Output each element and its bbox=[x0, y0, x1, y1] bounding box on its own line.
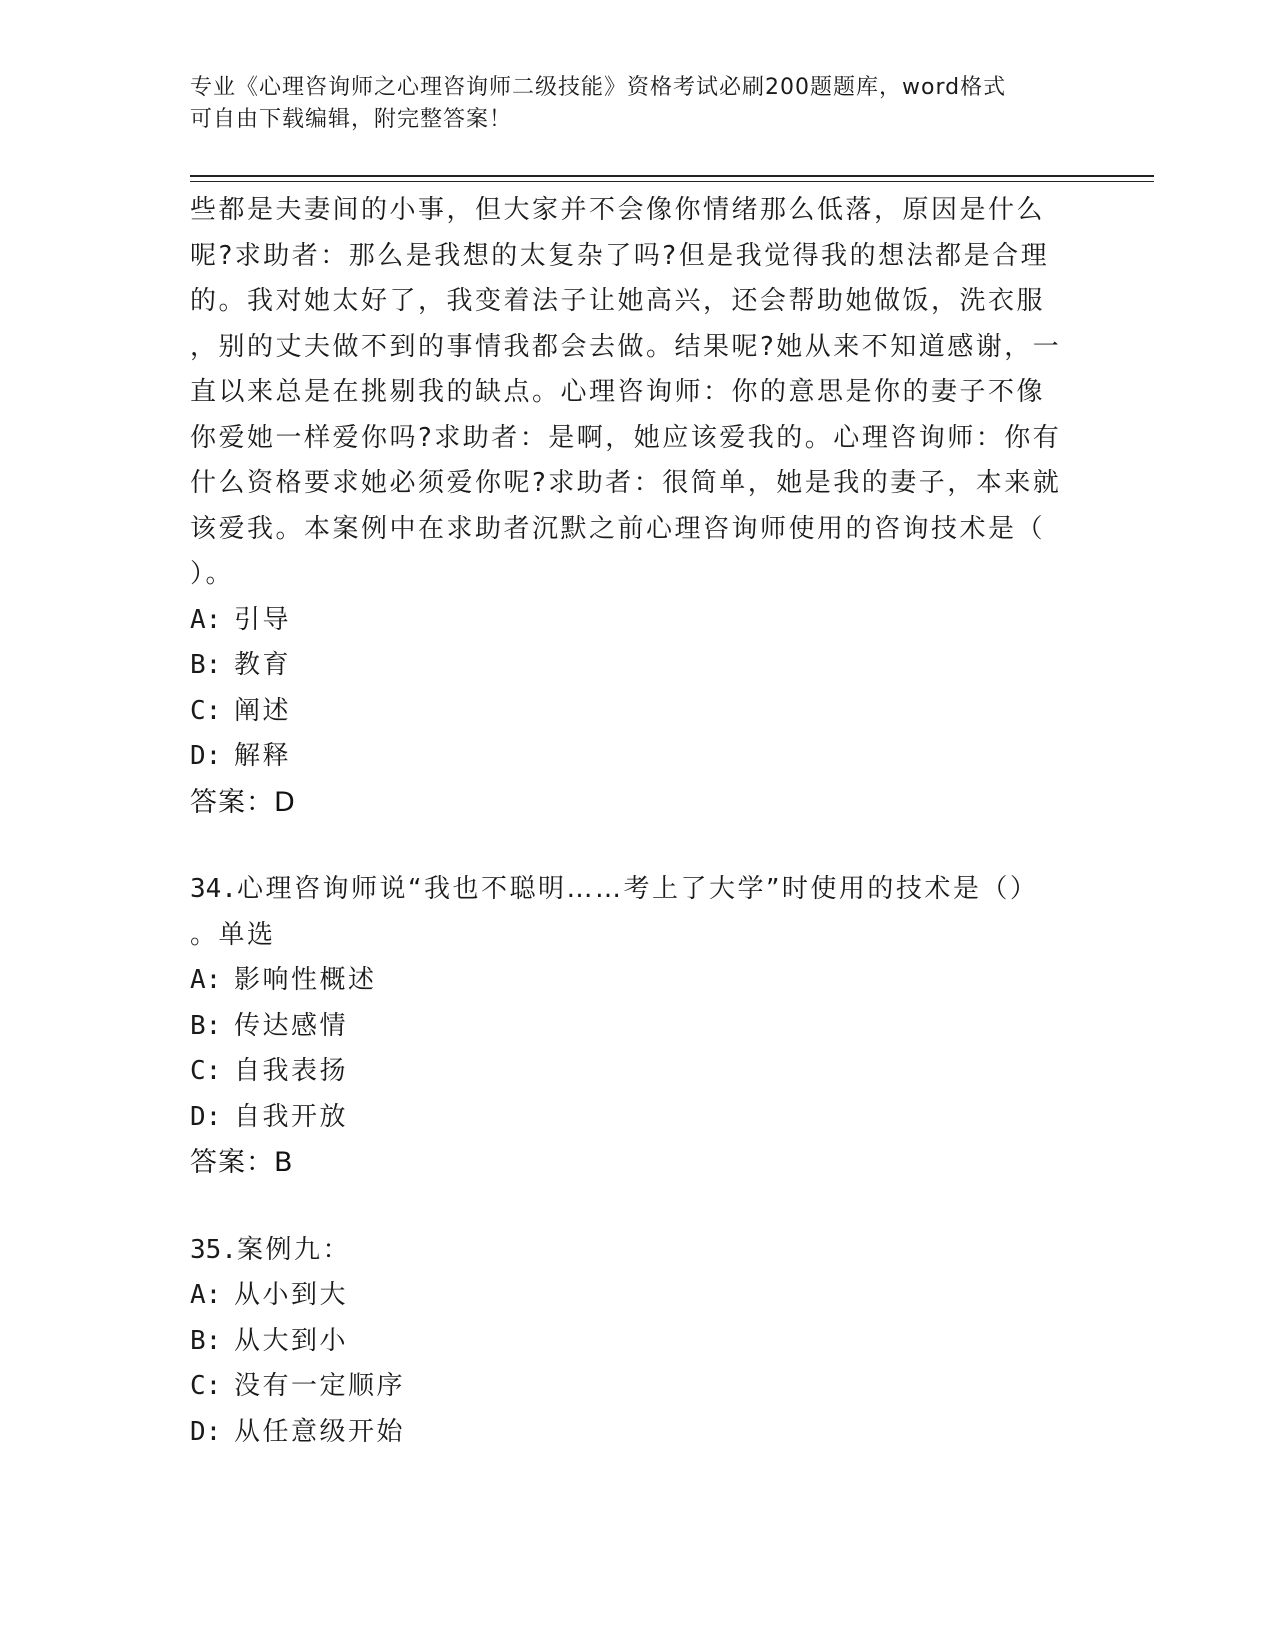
option-text: 自我开放 bbox=[234, 1101, 349, 1132]
option-c bbox=[190, 1049, 1090, 1095]
question-34-stem bbox=[190, 867, 1090, 913]
document-body bbox=[190, 188, 1090, 1455]
stem-line: 些都是夫妻间的小事，但大家并不会像你情绪那么低落，原因是什么 bbox=[190, 195, 1046, 225]
option-letter: B: bbox=[190, 1010, 222, 1041]
option-d bbox=[190, 1410, 1090, 1456]
option-text: 传达感情 bbox=[234, 1010, 349, 1041]
option-text: 教育 bbox=[234, 650, 292, 680]
option-a bbox=[190, 1273, 1090, 1319]
option-text: 从小到大 bbox=[234, 1280, 349, 1310]
question-number: 35. bbox=[190, 1234, 237, 1265]
stem-line: 你爱她一样爱你吗?求助者：是啊，她应该爱我的。心理咨询师：你有 bbox=[190, 422, 1062, 453]
option-d bbox=[190, 1095, 1090, 1141]
question-33-stem bbox=[190, 188, 1090, 598]
option-letter: A: bbox=[190, 604, 222, 635]
option-letter: D: bbox=[190, 1101, 222, 1132]
option-a bbox=[190, 958, 1090, 1004]
option-letter: B: bbox=[190, 650, 222, 680]
question-35-stem bbox=[190, 1228, 1090, 1274]
header-line-1: 专业《心理咨询师之心理咨询师二级技能》资格考试必刷200题题库，word格式 bbox=[190, 75, 1007, 100]
header-line-2: 可自由下载编辑，附完整答案！ bbox=[190, 107, 513, 132]
option-text: 阐述 bbox=[234, 695, 292, 726]
option-b bbox=[190, 1004, 1090, 1050]
option-text: 解释 bbox=[234, 741, 292, 771]
answer-33: 答案：D bbox=[190, 786, 296, 818]
option-c bbox=[190, 689, 1090, 735]
header-rule-thin bbox=[190, 181, 1154, 182]
option-c bbox=[190, 1364, 1090, 1410]
option-text: 从大到小 bbox=[234, 1325, 349, 1356]
stem-line: ）。 bbox=[190, 559, 235, 589]
question-34-stem-cont: 。单选 bbox=[190, 919, 276, 950]
option-b bbox=[190, 643, 1090, 689]
option-letter: B: bbox=[190, 1325, 222, 1356]
option-letter: D: bbox=[190, 741, 222, 771]
stem-line: 什么资格要求她必须爱你呢?求助者：很简单，她是我的妻子，本来就 bbox=[190, 468, 1062, 498]
question-text: 案例九： bbox=[236, 1234, 351, 1265]
question-text: 心理咨询师说“我也不聪明……考上了大学”时使用的技术是（） bbox=[236, 874, 1039, 904]
question-number: 34. bbox=[190, 874, 237, 904]
stem-line: 的。我对她太好了，我变着法子让她高兴，还会帮助她做饭，洗衣服 bbox=[190, 286, 1046, 316]
answer-34: 答案：B bbox=[190, 1147, 294, 1178]
stem-line: 直以来总是在挑剔我的缺点。心理咨询师：你的意思是你的妻子不像 bbox=[190, 377, 1046, 407]
option-d bbox=[190, 734, 1090, 780]
question-33 bbox=[190, 188, 1090, 825]
option-text: 自我表扬 bbox=[234, 1056, 349, 1086]
option-letter: A: bbox=[190, 965, 222, 995]
option-text: 引导 bbox=[234, 604, 292, 635]
document-header bbox=[190, 72, 1090, 136]
option-letter: C: bbox=[190, 1056, 222, 1086]
option-letter: C: bbox=[190, 695, 222, 726]
option-letter: C: bbox=[190, 1371, 222, 1401]
question-35 bbox=[190, 1228, 1090, 1456]
stem-line: ，别的丈夫做不到的事情我都会去做。结果呢?她从来不知道感谢，一 bbox=[190, 331, 1062, 362]
option-text: 从任意级开始 bbox=[234, 1416, 406, 1447]
stem-line: 呢?求助者：那么是我想的太复杂了吗?但是我觉得我的想法都是合理 bbox=[190, 240, 1050, 271]
option-a bbox=[190, 598, 1090, 644]
option-letter: A: bbox=[190, 1280, 222, 1310]
stem-line: 该爱我。本案例中在求助者沉默之前心理咨询师使用的咨询技术是（ bbox=[190, 513, 1046, 544]
option-b bbox=[190, 1319, 1090, 1365]
header-rule-thick bbox=[190, 175, 1154, 177]
option-text: 没有一定顺序 bbox=[234, 1371, 406, 1401]
option-text: 影响性概述 bbox=[234, 965, 377, 995]
question-34 bbox=[190, 867, 1090, 1186]
option-letter: D: bbox=[190, 1416, 222, 1447]
